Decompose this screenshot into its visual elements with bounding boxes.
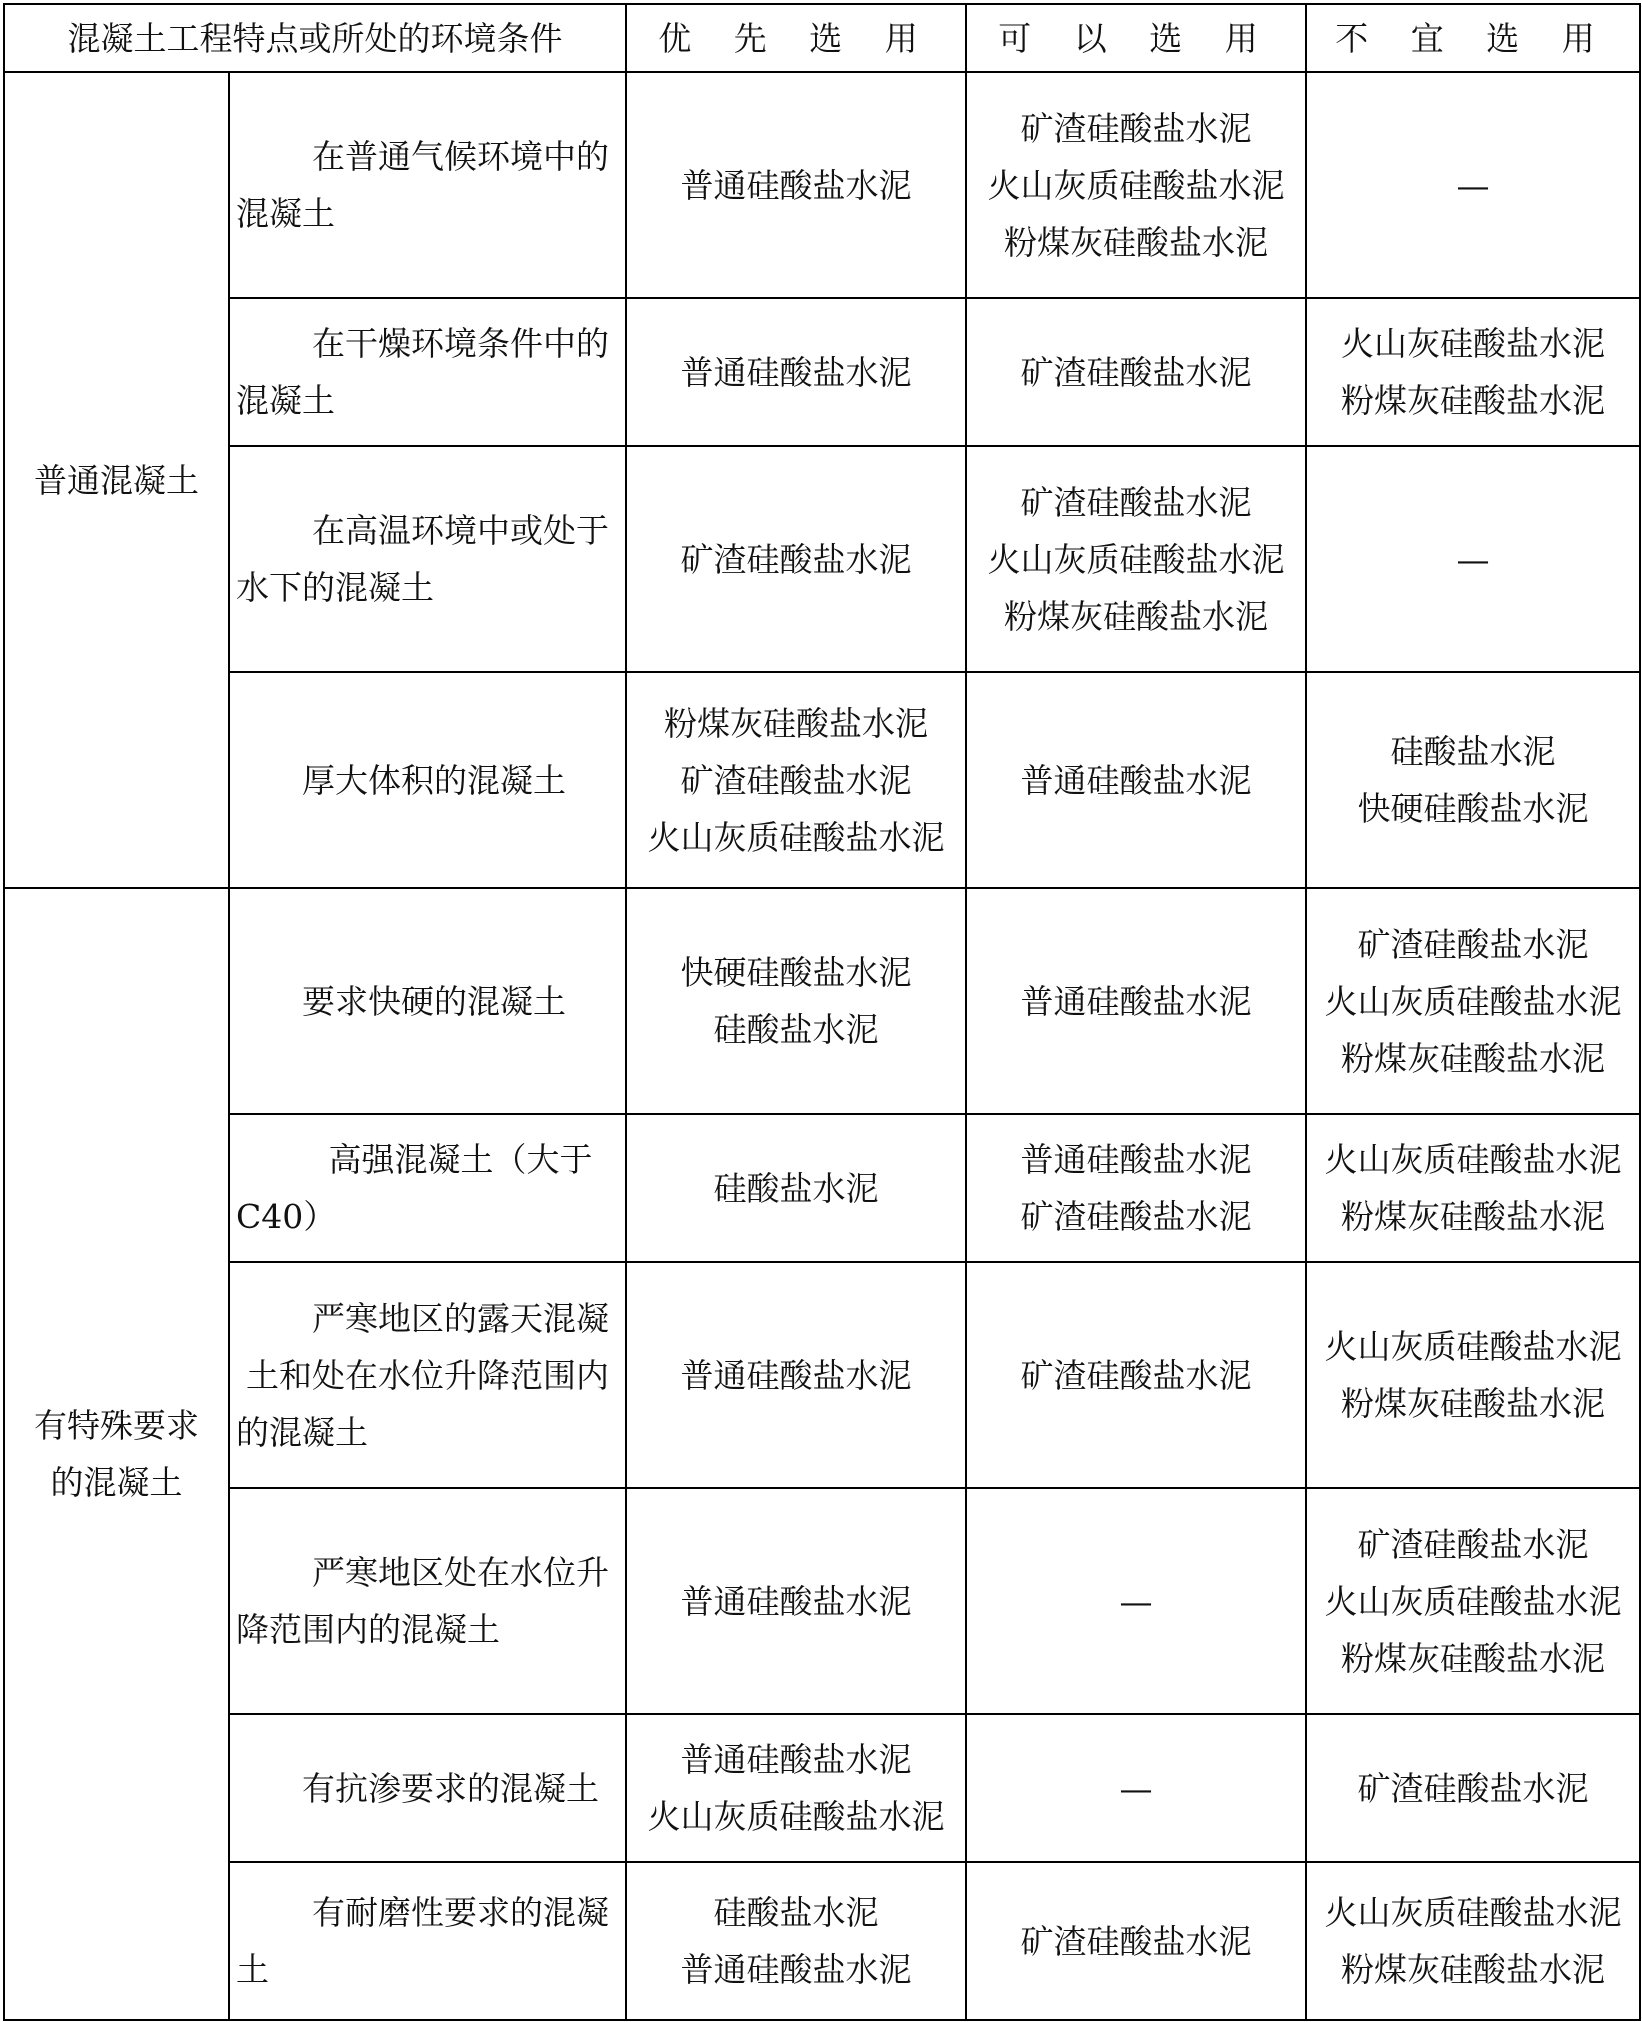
unsuitable-line: 矿渣硅酸盐水泥	[1357, 1768, 1589, 1808]
header-acceptable: 可 以 选 用	[966, 4, 1306, 72]
acceptable-line: —	[1119, 1768, 1153, 1808]
preferred-cell	[626, 1488, 966, 1714]
unsuitable-line: 快硬硅酸盐水泥	[1357, 789, 1589, 828]
unsuitable-line: 火山灰质硅酸盐水泥	[1324, 1581, 1622, 1621]
preferred-line: 普通硅酸盐水泥	[680, 1950, 912, 1989]
group-label-line: 普通混凝土	[34, 460, 199, 500]
preferred-cell	[626, 1262, 966, 1488]
acceptable-cell	[966, 1262, 1306, 1488]
unsuitable-cell	[1306, 1862, 1640, 2020]
acceptable-line: 矿渣硅酸盐水泥	[1020, 352, 1252, 392]
acceptable-cell	[966, 1714, 1306, 1862]
table-row	[4, 1262, 1640, 1488]
acceptable-cell	[966, 1862, 1306, 2020]
preferred-cell	[626, 888, 966, 1114]
group-label-line: 有特殊要求	[34, 1406, 199, 1445]
unsuitable-line: 粉煤灰硅酸盐水泥	[1341, 1197, 1605, 1236]
condition-cell: 要求快硬的混凝土	[229, 888, 626, 1114]
preferred-cell	[626, 672, 966, 888]
table-row	[4, 672, 1640, 888]
unsuitable-line: 粉煤灰硅酸盐水泥	[1341, 1638, 1605, 1678]
table-row	[4, 298, 1640, 446]
preferred-cell	[626, 72, 966, 298]
unsuitable-line: 火山灰质硅酸盐水泥	[1324, 1327, 1622, 1366]
condition-cell: 严寒地区处在水位升降范围内的混凝土	[229, 1488, 626, 1714]
condition-cell: 在干燥环境条件中的混凝土	[229, 298, 626, 446]
group-label-line: 的混凝土	[50, 1463, 183, 1502]
condition-cell: 严寒地区的露天混凝土和处在水位升降范围内的混凝土	[229, 1262, 626, 1488]
header-unsuitable: 不 宜 选 用	[1306, 4, 1640, 72]
header-preferred: 优 先 选 用	[626, 4, 966, 72]
acceptable-cell	[966, 888, 1306, 1114]
unsuitable-line: 火山灰质硅酸盐水泥	[1324, 981, 1622, 1021]
table-row	[4, 1862, 1640, 2020]
acceptable-line: 普通硅酸盐水泥	[1020, 981, 1252, 1021]
preferred-line: 硅酸盐水泥	[713, 1010, 879, 1049]
unsuitable-line: —	[1456, 539, 1490, 579]
unsuitable-cell	[1306, 1488, 1640, 1714]
acceptable-line: 火山灰质硅酸盐水泥	[987, 165, 1285, 205]
unsuitable-line: 粉煤灰硅酸盐水泥	[1341, 1950, 1605, 1989]
unsuitable-line: —	[1456, 165, 1490, 205]
preferred-line: 火山灰质硅酸盐水泥	[647, 1797, 945, 1836]
group-label-cell	[4, 888, 229, 2020]
acceptable-cell	[966, 298, 1306, 446]
condition-cell: 有耐磨性要求的混凝土	[229, 1862, 626, 2020]
table-header	[4, 4, 1640, 72]
table-row	[4, 1714, 1640, 1862]
unsuitable-cell	[1306, 672, 1640, 888]
unsuitable-line: 矿渣硅酸盐水泥	[1357, 1524, 1589, 1564]
condition-cell: 高强混凝土（大于C40）	[229, 1114, 626, 1262]
unsuitable-line: 火山灰硅酸盐水泥	[1341, 324, 1605, 363]
acceptable-cell	[966, 1488, 1306, 1714]
unsuitable-line: 硅酸盐水泥	[1390, 732, 1556, 771]
table-body	[4, 72, 1640, 2020]
unsuitable-line: 矿渣硅酸盐水泥	[1357, 924, 1589, 964]
preferred-line: 普通硅酸盐水泥	[680, 1355, 912, 1395]
acceptable-cell	[966, 72, 1306, 298]
preferred-cell	[626, 1714, 966, 1862]
condition-cell: 厚大体积的混凝土	[229, 672, 626, 888]
unsuitable-cell	[1306, 72, 1640, 298]
table-row	[4, 446, 1640, 672]
acceptable-cell	[966, 672, 1306, 888]
table-row	[4, 888, 1640, 1114]
table-row	[4, 72, 1640, 298]
unsuitable-line: 粉煤灰硅酸盐水泥	[1341, 1038, 1605, 1078]
acceptable-line: 粉煤灰硅酸盐水泥	[1004, 222, 1268, 262]
table-row	[4, 1114, 1640, 1262]
preferred-line: 粉煤灰硅酸盐水泥	[664, 703, 928, 743]
unsuitable-line: 粉煤灰硅酸盐水泥	[1341, 381, 1605, 420]
preferred-cell	[626, 446, 966, 672]
acceptable-line: 矿渣硅酸盐水泥	[1020, 108, 1252, 148]
unsuitable-cell	[1306, 1262, 1640, 1488]
acceptable-line: 普通硅酸盐水泥	[1020, 760, 1252, 800]
acceptable-line: 矿渣硅酸盐水泥	[1020, 1197, 1252, 1236]
preferred-line: 普通硅酸盐水泥	[680, 165, 912, 205]
unsuitable-cell	[1306, 446, 1640, 672]
unsuitable-line: 粉煤灰硅酸盐水泥	[1341, 1384, 1605, 1423]
preferred-line: 普通硅酸盐水泥	[680, 352, 912, 392]
header-condition: 混凝土工程特点或所处的环境条件	[4, 4, 626, 72]
preferred-line: 普通硅酸盐水泥	[680, 1740, 912, 1779]
unsuitable-cell	[1306, 1714, 1640, 1862]
acceptable-line: —	[1119, 1581, 1153, 1621]
condition-cell: 在普通气候环境中的混凝土	[229, 72, 626, 298]
acceptable-line: 粉煤灰硅酸盐水泥	[1004, 596, 1268, 636]
unsuitable-cell	[1306, 888, 1640, 1114]
acceptable-line: 火山灰质硅酸盐水泥	[987, 539, 1285, 579]
preferred-line: 矿渣硅酸盐水泥	[680, 539, 912, 579]
preferred-line: 快硬硅酸盐水泥	[680, 953, 912, 992]
acceptable-line: 矿渣硅酸盐水泥	[1020, 1355, 1252, 1395]
acceptable-line: 普通硅酸盐水泥	[1020, 1140, 1252, 1179]
preferred-line: 普通硅酸盐水泥	[680, 1581, 912, 1621]
cement-selection-table	[3, 3, 1641, 2021]
table-row	[4, 1488, 1640, 1714]
condition-cell: 有抗渗要求的混凝土	[229, 1714, 626, 1862]
unsuitable-line: 火山灰质硅酸盐水泥	[1324, 1893, 1622, 1932]
acceptable-cell	[966, 446, 1306, 672]
preferred-line: 硅酸盐水泥	[713, 1893, 879, 1932]
unsuitable-line: 火山灰质硅酸盐水泥	[1324, 1140, 1622, 1179]
acceptable-line: 矿渣硅酸盐水泥	[1020, 482, 1252, 522]
acceptable-line: 矿渣硅酸盐水泥	[1020, 1921, 1252, 1961]
unsuitable-cell	[1306, 1114, 1640, 1262]
preferred-line: 矿渣硅酸盐水泥	[680, 760, 912, 800]
preferred-cell	[626, 1862, 966, 2020]
preferred-line: 火山灰质硅酸盐水泥	[647, 817, 945, 857]
group-label-cell	[4, 72, 229, 888]
preferred-cell	[626, 298, 966, 446]
acceptable-cell	[966, 1114, 1306, 1262]
header-row	[4, 4, 1640, 72]
unsuitable-cell	[1306, 298, 1640, 446]
preferred-line: 硅酸盐水泥	[713, 1168, 879, 1208]
preferred-cell	[626, 1114, 966, 1262]
condition-cell: 在高温环境中或处于水下的混凝土	[229, 446, 626, 672]
